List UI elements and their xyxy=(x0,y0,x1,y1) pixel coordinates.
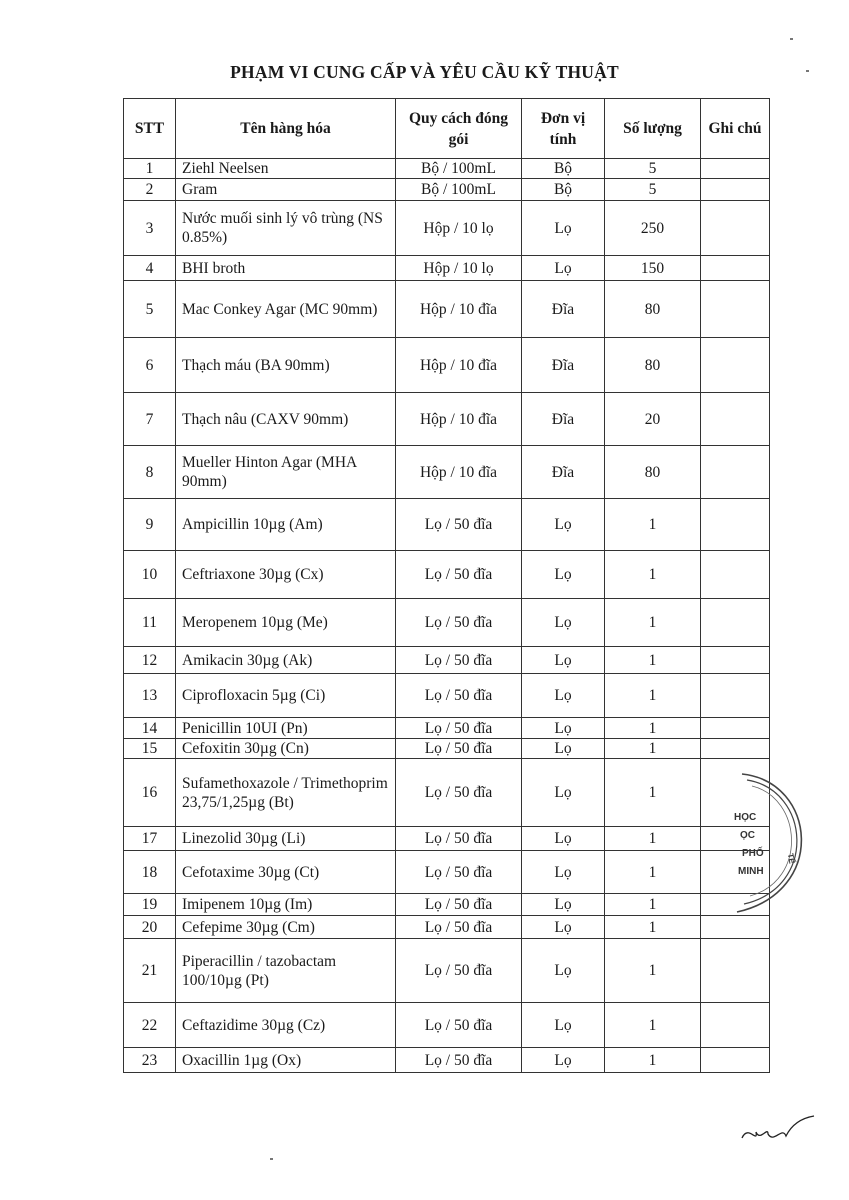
table-row xyxy=(124,674,770,718)
cell-note xyxy=(701,179,770,201)
cell-note xyxy=(701,939,770,1003)
cell-note xyxy=(701,599,770,647)
table-row xyxy=(124,739,770,759)
cell-unit: Lọ xyxy=(522,894,605,916)
cell-pack: Lọ / 50 đĩa xyxy=(396,551,522,599)
cell-name: Oxacillin 1µg (Ox) xyxy=(176,1048,396,1073)
header-pack: Quy cách đóng gói xyxy=(396,99,522,159)
table-row xyxy=(124,759,770,827)
header-name: Tên hàng hóa xyxy=(176,99,396,159)
cell-pack: Lọ / 50 đĩa xyxy=(396,1048,522,1073)
cell-name: Ziehl Neelsen xyxy=(176,159,396,179)
seal-text-3: PHỐ xyxy=(742,848,764,859)
scan-mark xyxy=(790,38,793,40)
cell-stt: 18 xyxy=(124,851,176,894)
cell-qty: 1 xyxy=(605,894,701,916)
header-note: Ghi chú xyxy=(701,99,770,159)
cell-unit: Lọ xyxy=(522,759,605,827)
cell-name: Ampicillin 10µg (Am) xyxy=(176,499,396,551)
cell-stt: 12 xyxy=(124,647,176,674)
cell-stt: 20 xyxy=(124,916,176,939)
cell-pack: Hộp / 10 đĩa xyxy=(396,393,522,446)
header-qty: Số lượng xyxy=(605,99,701,159)
cell-pack: Lọ / 50 đĩa xyxy=(396,939,522,1003)
table-row xyxy=(124,718,770,739)
cell-qty: 1 xyxy=(605,647,701,674)
cell-name: BHI broth xyxy=(176,256,396,281)
page-title: PHẠM VI CUNG CẤP VÀ YÊU CẦU KỸ THUẬT xyxy=(230,62,619,82)
seal-text-4: MINH xyxy=(738,866,764,877)
cell-stt: 15 xyxy=(124,739,176,759)
cell-stt: 9 xyxy=(124,499,176,551)
cell-stt: 13 xyxy=(124,674,176,718)
cell-qty: 5 xyxy=(605,179,701,201)
cell-stt: 19 xyxy=(124,894,176,916)
cell-qty: 20 xyxy=(605,393,701,446)
cell-note xyxy=(701,201,770,256)
cell-qty: 1 xyxy=(605,551,701,599)
cell-pack: Lọ / 50 đĩa xyxy=(396,647,522,674)
cell-name: Amikacin 30µg (Ak) xyxy=(176,647,396,674)
scan-mark xyxy=(270,1158,273,1160)
cell-qty: 1 xyxy=(605,1003,701,1048)
cell-unit: Đĩa xyxy=(522,281,605,338)
cell-name: Cefoxitin 30µg (Cn) xyxy=(176,739,396,759)
table-row xyxy=(124,256,770,281)
cell-unit: Lọ xyxy=(522,647,605,674)
cell-qty: 1 xyxy=(605,599,701,647)
cell-unit: Lọ xyxy=(522,939,605,1003)
cell-unit: Lọ xyxy=(522,499,605,551)
cell-name: Thạch nâu (CAXV 90mm) xyxy=(176,393,396,446)
cell-unit: Lọ xyxy=(522,739,605,759)
cell-unit: Lọ xyxy=(522,916,605,939)
cell-pack: Lọ / 50 đĩa xyxy=(396,674,522,718)
cell-qty: 1 xyxy=(605,827,701,851)
cell-pack: Hộp / 10 đĩa xyxy=(396,338,522,393)
table-row xyxy=(124,1048,770,1073)
cell-unit: Lọ xyxy=(522,1003,605,1048)
cell-name: Ceftriaxone 30µg (Cx) xyxy=(176,551,396,599)
cell-unit: Lọ xyxy=(522,674,605,718)
cell-qty: 1 xyxy=(605,916,701,939)
cell-stt: 2 xyxy=(124,179,176,201)
cell-pack: Bộ / 100mL xyxy=(396,159,522,179)
cell-qty: 80 xyxy=(605,338,701,393)
cell-unit: Lọ xyxy=(522,551,605,599)
cell-stt: 5 xyxy=(124,281,176,338)
cell-name: Sufamethoxazole / Trimethoprim 23,75/1,25µg (Bt) xyxy=(176,759,396,827)
table-row xyxy=(124,281,770,338)
cell-unit: Đĩa xyxy=(522,393,605,446)
cell-name: Meropenem 10µg (Me) xyxy=(176,599,396,647)
cell-unit: Lọ xyxy=(522,1048,605,1073)
cell-pack: Lọ / 50 đĩa xyxy=(396,759,522,827)
cell-pack: Hộp / 10 lọ xyxy=(396,201,522,256)
table-row xyxy=(124,179,770,201)
cell-qty: 1 xyxy=(605,739,701,759)
cell-name: Ceftazidime 30µg (Cz) xyxy=(176,1003,396,1048)
header-stt: STT xyxy=(124,99,176,159)
cell-pack: Lọ / 50 đĩa xyxy=(396,827,522,851)
table-row xyxy=(124,1003,770,1048)
table-row xyxy=(124,499,770,551)
cell-stt: 7 xyxy=(124,393,176,446)
table-row xyxy=(124,599,770,647)
cell-pack: Hộp / 10 lọ xyxy=(396,256,522,281)
cell-pack: Lọ / 50 đĩa xyxy=(396,739,522,759)
cell-qty: 80 xyxy=(605,446,701,499)
cell-unit: Bộ xyxy=(522,179,605,201)
cell-unit: Lọ xyxy=(522,256,605,281)
cell-unit: Lọ xyxy=(522,827,605,851)
scan-mark xyxy=(806,70,809,72)
header-row xyxy=(124,99,770,159)
cell-name: Ciprofloxacin 5µg (Ci) xyxy=(176,674,396,718)
cell-name: Cefepime 30µg (Cm) xyxy=(176,916,396,939)
table-row xyxy=(124,916,770,939)
cell-note xyxy=(701,1048,770,1073)
cell-qty: 1 xyxy=(605,1048,701,1073)
cell-pack: Lọ / 50 đĩa xyxy=(396,499,522,551)
cell-name: Penicillin 10UI (Pn) xyxy=(176,718,396,739)
cell-stt: 4 xyxy=(124,256,176,281)
table-row xyxy=(124,393,770,446)
cell-stt: 16 xyxy=(124,759,176,827)
cell-pack: Lọ / 50 đĩa xyxy=(396,599,522,647)
cell-unit: Lọ xyxy=(522,851,605,894)
header-unit: Đơn vị tính xyxy=(522,99,605,159)
cell-qty: 1 xyxy=(605,718,701,739)
seal-text-1: HỌC xyxy=(734,812,757,823)
seal-text-5: TẾ xyxy=(785,852,797,865)
cell-note xyxy=(701,739,770,759)
cell-qty: 1 xyxy=(605,939,701,1003)
cell-note xyxy=(701,338,770,393)
table-row xyxy=(124,551,770,599)
cell-pack: Lọ / 50 đĩa xyxy=(396,718,522,739)
cell-stt: 11 xyxy=(124,599,176,647)
cell-qty: 1 xyxy=(605,851,701,894)
cell-name: Linezolid 30µg (Li) xyxy=(176,827,396,851)
cell-stt: 3 xyxy=(124,201,176,256)
table-row xyxy=(124,338,770,393)
seal-text-2: ỌC xyxy=(740,830,755,841)
cell-note xyxy=(701,281,770,338)
cell-note xyxy=(701,674,770,718)
cell-name: Mueller Hinton Agar (MHA 90mm) xyxy=(176,446,396,499)
cell-qty: 150 xyxy=(605,256,701,281)
cell-pack: Lọ / 50 đĩa xyxy=(396,894,522,916)
cell-pack: Lọ / 50 đĩa xyxy=(396,1003,522,1048)
cell-note xyxy=(701,159,770,179)
cell-note xyxy=(701,499,770,551)
supply-table xyxy=(123,98,770,1073)
signature-initials xyxy=(738,1114,818,1150)
table-row xyxy=(124,894,770,916)
cell-qty: 80 xyxy=(605,281,701,338)
cell-stt: 17 xyxy=(124,827,176,851)
cell-note xyxy=(701,718,770,739)
table-row xyxy=(124,939,770,1003)
cell-name: Cefotaxime 30µg (Ct) xyxy=(176,851,396,894)
cell-qty: 1 xyxy=(605,674,701,718)
cell-qty: 5 xyxy=(605,159,701,179)
cell-pack: Hộp / 10 đĩa xyxy=(396,281,522,338)
cell-unit: Đĩa xyxy=(522,446,605,499)
cell-name: Gram xyxy=(176,179,396,201)
cell-name: Nước muối sinh lý vô trùng (NS 0.85%) xyxy=(176,201,396,256)
cell-note xyxy=(701,1003,770,1048)
seal-stamp xyxy=(722,772,832,922)
cell-pack: Lọ / 50 đĩa xyxy=(396,916,522,939)
cell-note xyxy=(701,256,770,281)
cell-unit: Lọ xyxy=(522,201,605,256)
cell-unit: Lọ xyxy=(522,599,605,647)
cell-name: Thạch máu (BA 90mm) xyxy=(176,338,396,393)
table-row xyxy=(124,647,770,674)
cell-stt: 10 xyxy=(124,551,176,599)
cell-stt: 22 xyxy=(124,1003,176,1048)
cell-note xyxy=(701,446,770,499)
cell-qty: 1 xyxy=(605,759,701,827)
table-row xyxy=(124,851,770,894)
table-row xyxy=(124,159,770,179)
cell-note xyxy=(701,551,770,599)
cell-name: Piperacillin / tazobactam 100/10µg (Pt) xyxy=(176,939,396,1003)
cell-note xyxy=(701,647,770,674)
cell-note xyxy=(701,393,770,446)
table-row xyxy=(124,446,770,499)
cell-stt: 14 xyxy=(124,718,176,739)
table-body xyxy=(124,159,770,1073)
cell-name: Mac Conkey Agar (MC 90mm) xyxy=(176,281,396,338)
cell-pack: Hộp / 10 đĩa xyxy=(396,446,522,499)
cell-unit: Đĩa xyxy=(522,338,605,393)
cell-stt: 6 xyxy=(124,338,176,393)
cell-stt: 23 xyxy=(124,1048,176,1073)
cell-stt: 21 xyxy=(124,939,176,1003)
table-row xyxy=(124,201,770,256)
cell-stt: 1 xyxy=(124,159,176,179)
cell-unit: Bộ xyxy=(522,159,605,179)
table-row xyxy=(124,827,770,851)
cell-stt: 8 xyxy=(124,446,176,499)
cell-pack: Lọ / 50 đĩa xyxy=(396,851,522,894)
cell-qty: 250 xyxy=(605,201,701,256)
cell-unit: Lọ xyxy=(522,718,605,739)
cell-qty: 1 xyxy=(605,499,701,551)
cell-pack: Bộ / 100mL xyxy=(396,179,522,201)
cell-name: Imipenem 10µg (Im) xyxy=(176,894,396,916)
